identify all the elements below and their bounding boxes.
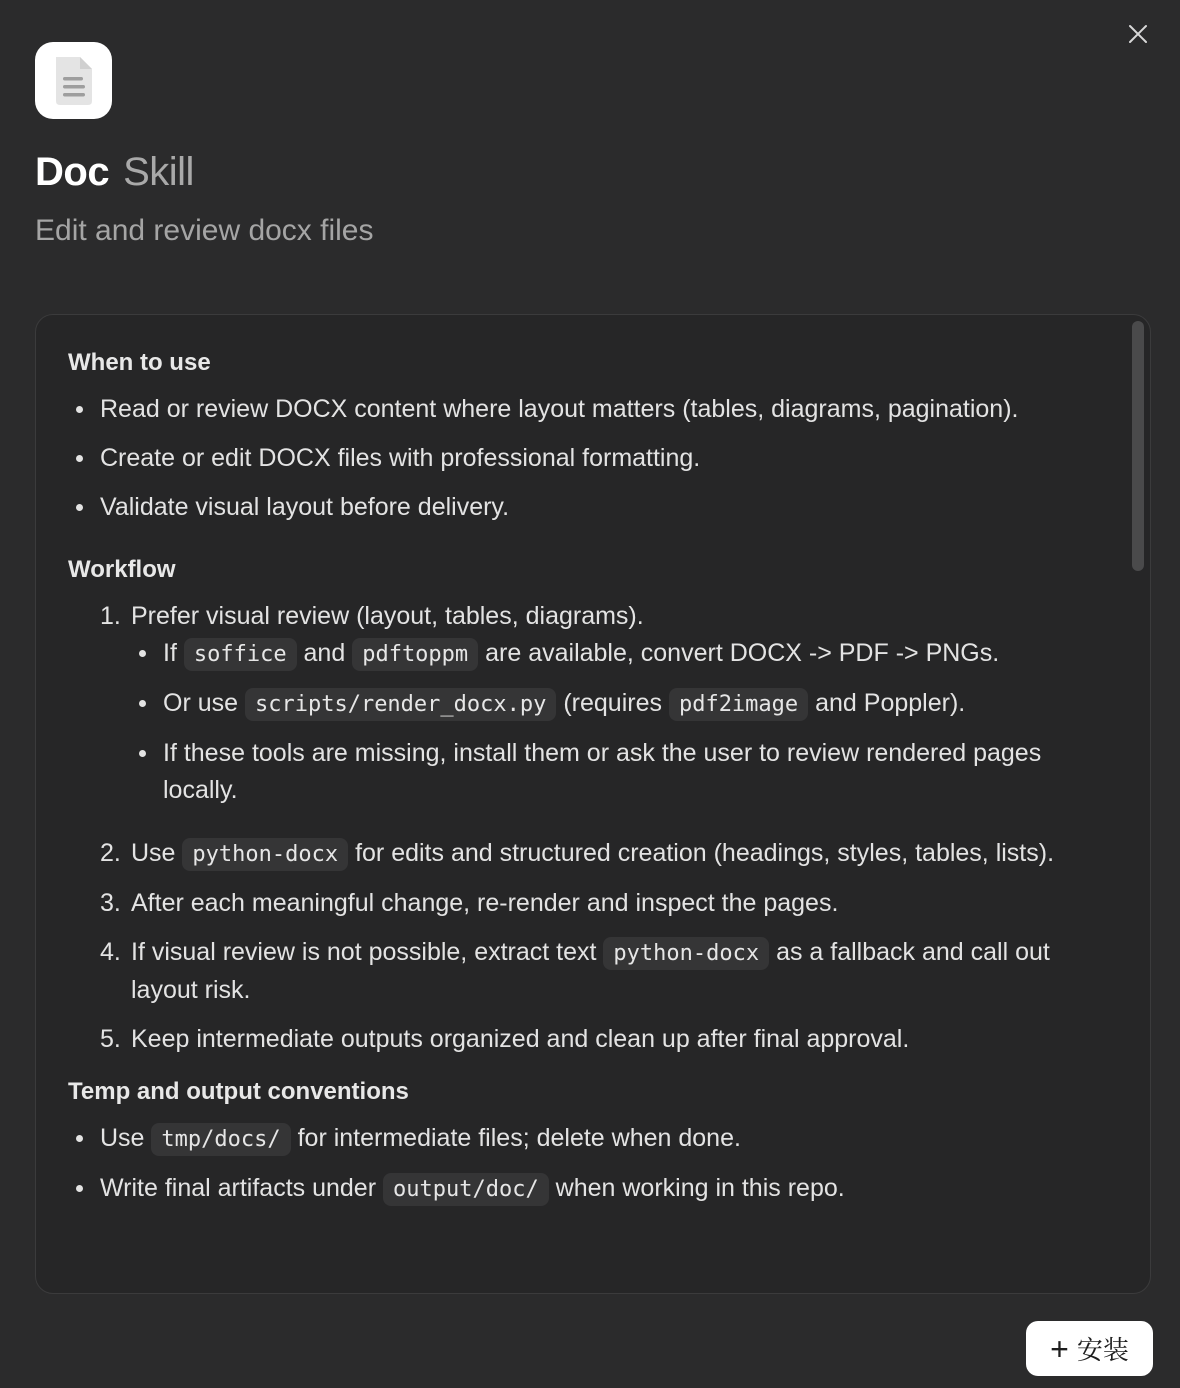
step-number: 1.	[100, 602, 121, 630]
text: After each meaningful change, re-render and inspect the pages.	[131, 889, 839, 917]
text: as a fallback and call out layout risk.	[131, 938, 1050, 1004]
list-item	[68, 1170, 1114, 1208]
list-item: Read or review DOCX content where layout matters (tables, diagrams, pagination).	[68, 391, 1114, 428]
app-icon	[35, 42, 112, 119]
step-number: 2.	[100, 839, 121, 867]
skill-description-panel[interactable]	[35, 314, 1151, 1294]
text: Write final artifacts under	[100, 1174, 377, 1202]
inline-code: pdf2image	[669, 688, 808, 721]
inline-code: pdftoppm	[352, 638, 478, 671]
text: Or use	[163, 689, 239, 717]
scrollbar[interactable]	[1130, 321, 1144, 1287]
step-number: 4.	[100, 938, 121, 966]
skill-subtitle: Edit and review docx files	[35, 214, 374, 247]
step-text: Prefer visual review (layout, tables, diagrams).	[131, 602, 644, 630]
document-icon	[44, 51, 104, 111]
sub-list	[131, 635, 1114, 809]
list-item: Create or edit DOCX files with professional formatting.	[68, 440, 1114, 477]
install-label: 安装	[1076, 1335, 1129, 1365]
text: Keep intermediate outputs organized and clean up after final approval.	[131, 1025, 910, 1053]
section-heading-conventions: Temp and output conventions	[68, 1078, 409, 1105]
list-item	[100, 934, 1114, 1009]
list-item	[68, 1120, 1114, 1158]
step-number: 5.	[100, 1025, 121, 1053]
workflow-list	[100, 598, 1114, 1058]
list-item: If these tools are missing, install them or ask the user to review rendered pages locally.	[131, 735, 1114, 809]
inline-code: python-docx	[182, 838, 348, 871]
list-item: Validate visual layout before delivery.	[68, 489, 1114, 526]
step-number: 3.	[100, 889, 121, 917]
title-row	[35, 150, 194, 195]
inline-code: soffice	[184, 638, 297, 671]
list-item	[100, 835, 1114, 873]
text: and Poppler).	[815, 689, 966, 717]
section-heading-when-to-use: When to use	[68, 349, 211, 376]
inline-code: python-docx	[603, 937, 769, 970]
text: Use	[131, 839, 176, 867]
inline-code: tmp/docs/	[151, 1123, 290, 1156]
text: for edits and structured creation (headings, styles, tables, lists).	[355, 839, 1055, 867]
text: If visual review is not possible, extract text	[131, 938, 597, 966]
text: Use	[100, 1124, 145, 1152]
section-heading-workflow: Workflow	[68, 556, 176, 583]
list-item	[100, 598, 1114, 809]
close-icon	[1128, 24, 1148, 44]
text: are available, convert DOCX -> PDF -> PNGs.	[485, 639, 1000, 667]
text: and	[303, 639, 346, 667]
text: If	[163, 639, 177, 667]
text: for intermediate files; delete when done.	[297, 1124, 741, 1152]
skill-kind: Skill	[123, 150, 194, 194]
inline-code: scripts/render_docx.py	[245, 688, 556, 721]
scrollbar-thumb[interactable]	[1132, 321, 1144, 571]
conventions-list	[68, 1120, 1114, 1208]
list-item	[100, 885, 1114, 922]
list-item	[131, 635, 1114, 673]
skill-name: Doc	[35, 150, 110, 194]
description-content	[36, 315, 1114, 1293]
text: when working in this repo.	[555, 1174, 845, 1202]
close-button[interactable]	[1124, 20, 1152, 48]
plus-icon: +	[1050, 1330, 1069, 1367]
list-item	[131, 685, 1114, 723]
text: (requires	[563, 689, 662, 717]
list-item	[100, 1021, 1114, 1058]
install-button[interactable]	[1026, 1321, 1153, 1376]
inline-code: output/doc/	[383, 1173, 549, 1206]
when-to-use-list	[68, 391, 1114, 526]
